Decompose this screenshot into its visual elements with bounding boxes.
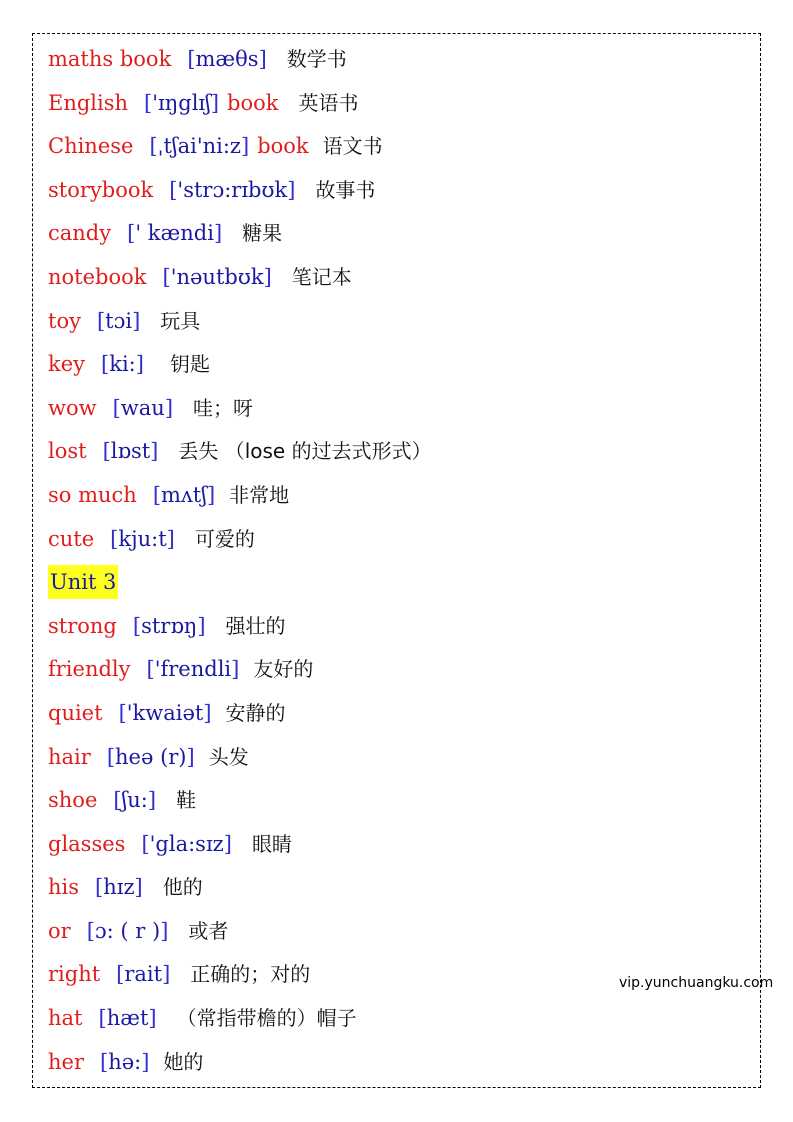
ipa-close-bracket: ]: [240, 134, 250, 159]
english-word: strong: [48, 613, 117, 638]
ipa-close-bracket: ]: [287, 177, 296, 202]
chinese-meaning: 钥匙: [169, 352, 210, 377]
phonetic-transcription: ɔ: ( r ): [94, 918, 161, 943]
english-word: his: [48, 875, 80, 900]
ipa-close-bracket: ]: [231, 657, 240, 682]
phonetic-transcription: hɪz: [103, 875, 135, 900]
ipa-close-bracket: ]: [206, 482, 216, 507]
vocab-row: [48, 82, 432, 126]
phonetic-transcription: lɒst: [110, 439, 151, 464]
ipa-open-bracket: [: [149, 134, 158, 159]
chinese-meaning: 友好的: [253, 657, 314, 682]
phonetic-transcription: ʃu:: [121, 788, 148, 813]
vocab-row: [48, 300, 432, 344]
ipa-close-bracket: ]: [147, 788, 157, 813]
english-word: key: [48, 352, 86, 377]
chinese-meaning: 或者: [188, 918, 229, 943]
phonetic-transcription: 'strɔ:rɪbʊk: [177, 177, 288, 202]
ipa-open-bracket: [: [101, 352, 110, 377]
phonetic-transcription: hə:: [108, 1049, 142, 1074]
ipa-open-bracket: [: [118, 700, 127, 725]
ipa-close-bracket: ]: [164, 395, 174, 420]
chinese-meaning: 笔记本: [291, 264, 352, 289]
chinese-meaning: 他的: [162, 875, 203, 900]
ipa-open-bracket: [: [112, 395, 121, 420]
ipa-open-bracket: [: [106, 744, 116, 769]
english-word-suffix: book: [257, 134, 309, 159]
watermark: vip.yunchuangku.com: [619, 975, 774, 991]
english-word: hat: [48, 1006, 83, 1031]
ipa-close-bracket: ]: [197, 613, 206, 638]
ipa-open-bracket: [: [110, 526, 119, 551]
english-word: her: [48, 1049, 84, 1074]
chinese-meaning: 她的: [163, 1049, 204, 1074]
chinese-meaning: 哇；呀: [193, 395, 254, 420]
ipa-open-bracket: [: [113, 788, 122, 813]
ipa-close-bracket: ]: [162, 962, 171, 987]
english-word: Chinese: [48, 134, 134, 159]
english-word: English: [48, 90, 129, 115]
ipa-open-bracket: [: [146, 657, 155, 682]
ipa-close-bracket: ]: [150, 439, 159, 464]
vocab-row: [48, 256, 432, 300]
english-word: lost: [48, 439, 87, 464]
phonetic-transcription: heə (r): [115, 744, 187, 769]
chinese-meaning: 丢失 （lose 的过去式形式）: [178, 439, 432, 464]
ipa-open-bracket: [: [141, 831, 150, 856]
phonetic-transcription: kju:t: [118, 526, 167, 551]
english-word: hair: [48, 744, 91, 769]
phonetic-transcription: mæθs: [195, 47, 259, 71]
vocab-row: [48, 910, 432, 954]
ipa-close-bracket: ]: [148, 1006, 157, 1031]
ipa-open-bracket: [: [132, 613, 142, 638]
ipa-close-bracket: ]: [210, 90, 220, 115]
phonetic-transcription: strɒŋ: [141, 613, 198, 638]
ipa-open-bracket: [: [169, 177, 178, 202]
vocabulary-list: [48, 38, 432, 1084]
phonetic-transcription: 'gla:sɪz: [149, 831, 224, 856]
vocab-row: [48, 125, 432, 169]
english-word-suffix: book: [227, 90, 279, 115]
english-word: glasses: [48, 831, 126, 856]
phonetic-transcription: ˌtʃai'ni:z: [157, 134, 241, 159]
ipa-close-bracket: ]: [186, 744, 195, 769]
english-word: right: [48, 962, 101, 987]
vocab-row: [48, 474, 432, 518]
phonetic-transcription: wau: [120, 395, 165, 420]
english-word: or: [48, 918, 71, 943]
phonetic-transcription: tɔi: [105, 308, 133, 333]
english-word: storybook: [48, 177, 154, 202]
chinese-meaning: （常指带檐的）帽子: [176, 1006, 357, 1031]
chinese-meaning: 糖果: [242, 221, 283, 246]
phonetic-transcription: 'frendli: [154, 657, 232, 682]
vocab-row: [48, 997, 432, 1041]
phonetic-transcription: 'ɪŋglɪʃ: [152, 90, 211, 115]
vocab-row: [48, 518, 432, 562]
unit-heading-row: [48, 561, 432, 605]
ipa-open-bracket: [: [95, 875, 104, 900]
chinese-meaning: 眼睛: [251, 831, 292, 856]
ipa-close-bracket: ]: [134, 875, 143, 900]
vocab-row: [48, 343, 432, 387]
ipa-open-bracket: [: [98, 1006, 107, 1031]
phonetic-transcription: 'nəutbʊk: [170, 264, 264, 289]
vocab-row: [48, 605, 432, 649]
chinese-meaning: 头发: [208, 744, 249, 769]
english-word: quiet: [48, 700, 103, 725]
chinese-meaning: 鞋: [176, 788, 197, 813]
vocab-row: [48, 823, 432, 867]
vocab-row: [48, 1041, 432, 1085]
ipa-close-bracket: ]: [166, 526, 175, 551]
vocab-row: [48, 736, 432, 780]
vocab-row: [48, 866, 432, 910]
chinese-meaning: 安静的: [225, 700, 286, 725]
english-word: cute: [48, 526, 95, 551]
chinese-meaning: 数学书: [286, 47, 347, 71]
chinese-meaning: 故事书: [315, 177, 376, 202]
ipa-open-bracket: [: [116, 962, 125, 987]
ipa-open-bracket: [: [144, 90, 153, 115]
english-word: shoe: [48, 788, 98, 813]
phonetic-transcription: rait: [124, 962, 163, 987]
vocab-row: [48, 779, 432, 823]
ipa-close-bracket: ]: [213, 221, 223, 246]
ipa-close-bracket: ]: [263, 264, 272, 289]
vocab-row: [48, 387, 432, 431]
english-word: candy: [48, 221, 112, 246]
ipa-close-bracket: ]: [132, 308, 141, 333]
chinese-meaning: 正确的；对的: [190, 962, 311, 987]
chinese-meaning: 英语书: [298, 90, 359, 115]
phonetic-transcription: ki:: [109, 352, 136, 377]
vocab-row: [48, 953, 432, 997]
chinese-meaning: 语文书: [322, 134, 383, 159]
phonetic-transcription: ' kændi: [135, 221, 214, 246]
ipa-open-bracket: [: [96, 308, 106, 333]
vocab-row: [48, 212, 432, 256]
vocab-row: [48, 38, 432, 82]
ipa-close-bracket: ]: [141, 1049, 150, 1074]
ipa-open-bracket: [: [100, 1049, 109, 1074]
phonetic-transcription: hæt: [106, 1006, 149, 1031]
ipa-open-bracket: [: [102, 439, 111, 464]
vocab-row: [48, 692, 432, 736]
vocab-row: [48, 430, 432, 474]
english-word: notebook: [48, 264, 147, 289]
english-word: maths book: [48, 47, 172, 71]
vocab-row: [48, 648, 432, 692]
chinese-meaning: 强壮的: [225, 613, 286, 638]
ipa-open-bracket: [: [152, 482, 162, 507]
unit-heading: Unit 3: [48, 565, 118, 599]
chinese-meaning: 非常地: [229, 482, 290, 507]
chinese-meaning: 玩具: [160, 308, 201, 333]
ipa-open-bracket: [: [86, 918, 95, 943]
ipa-open-bracket: [: [187, 47, 196, 71]
ipa-close-bracket: ]: [258, 47, 267, 71]
chinese-meaning: 可爱的: [194, 526, 255, 551]
ipa-open-bracket: [: [162, 264, 171, 289]
phonetic-transcription: 'kwaiət: [126, 700, 204, 725]
ipa-open-bracket: [: [127, 221, 136, 246]
phonetic-transcription: mʌtʃ: [161, 482, 207, 507]
english-word: toy: [48, 308, 81, 333]
ipa-close-bracket: ]: [160, 918, 169, 943]
english-word: wow: [48, 395, 97, 420]
ipa-close-bracket: ]: [135, 352, 144, 377]
ipa-close-bracket: ]: [203, 700, 212, 725]
english-word: friendly: [48, 657, 131, 682]
vocab-row: [48, 169, 432, 213]
ipa-close-bracket: ]: [223, 831, 232, 856]
english-word: so much: [48, 482, 137, 507]
